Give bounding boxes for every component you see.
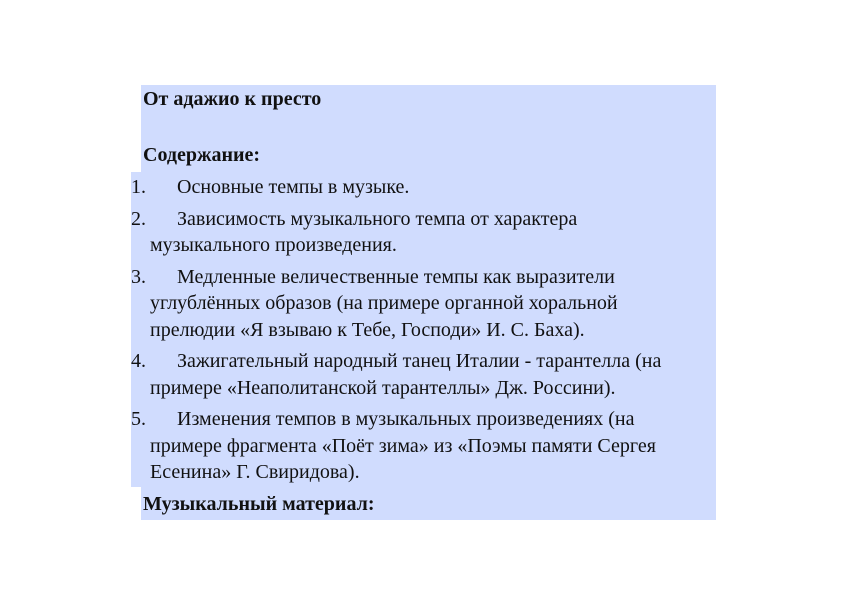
list-item-2 — [131, 206, 716, 259]
list-item-3 — [131, 264, 716, 344]
list-item-text: Основные темпы в музыке. — [177, 176, 410, 198]
list-item-number: 3. — [131, 265, 146, 288]
list-item-text-cont: Есенина» Г. Свиридова). — [150, 461, 360, 483]
list-item-text: Изменения темпов в музыкальных произведениях (на — [177, 408, 635, 430]
list-item-1 — [131, 174, 716, 201]
material-heading: Музыкальный материал: — [143, 493, 375, 515]
contents-list — [131, 174, 716, 491]
list-item-text-cont: углублённых образов (на примере органной хоральной — [150, 292, 618, 314]
list-item-number: 5. — [131, 408, 146, 430]
list-item-text-cont: прелюдии «Я взываю к Тебе, Господи» И. С. Баха). — [150, 318, 585, 341]
document-title: От адажио к престо — [143, 88, 322, 110]
list-item-number: 2. — [131, 207, 146, 230]
list-item-number: 1. — [131, 176, 146, 198]
contents-heading: Содержание: — [143, 144, 261, 166]
list-item-text-cont: примере «Неаполитанской тарантеллы» Дж. Россини). — [150, 376, 616, 399]
list-item-text-cont: музыкального произведения. — [150, 234, 397, 256]
list-item-4 — [131, 348, 716, 401]
list-item-text: Зависимость музыкального темпа от характера — [177, 207, 578, 230]
list-item-5 — [131, 406, 716, 486]
list-item-text: Медленные величественные темпы как выразители — [177, 265, 615, 288]
list-item-number: 4. — [131, 350, 146, 372]
list-item-text: Зажигательный народный танец Италии - тарантелла (на — [177, 350, 662, 372]
list-item-text-cont: примере фрагмента «Поёт зима» из «Поэмы памяти Сергея — [150, 434, 656, 457]
